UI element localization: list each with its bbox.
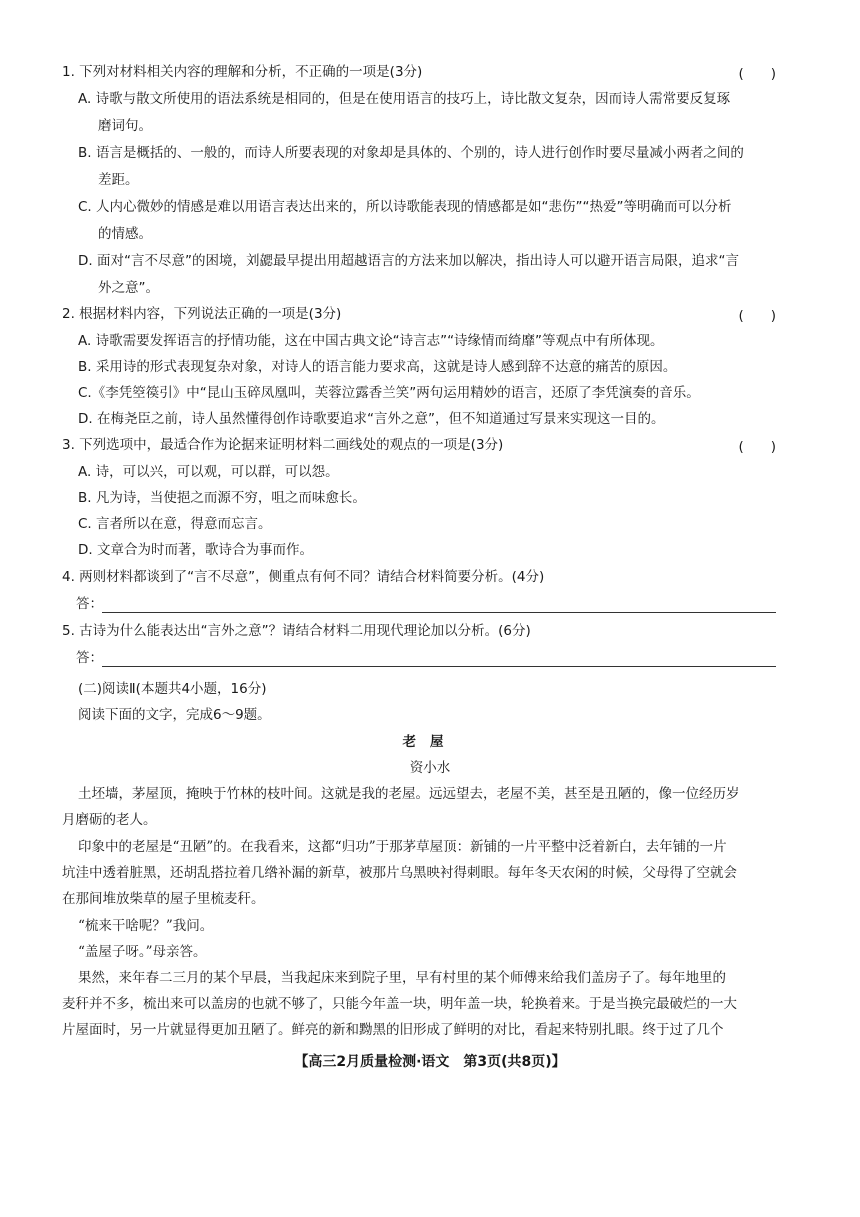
question-2-answer-bracket: ( ) [738,308,776,324]
section-2-instruction: 阅读下面的文字，完成6～9题。 [78,707,271,723]
question-1-answer-bracket: ( ) [738,66,776,82]
question-4-answer-rule [102,612,776,613]
question-4-stem: 4. 两则材料都谈到了“言不尽意”，侧重点有何不同？请结合材料简要分析。(4分) [62,569,545,585]
story-line: 片屋面时，另一片就显得更加丑陋了。鲜亮的新和黝黑的旧形成了鲜明的对比，看起来特别扎眼。终于过了几个 [62,1022,724,1038]
question-2-option-b: B. 采用诗的形式表现复杂对象，对诗人的语言能力要求高，这就是诗人感到辞不达意的痛苦的原因。 [78,359,677,375]
question-3-option-b: B. 凡为诗，当使挹之而源不穷，咀之而味愈长。 [78,490,366,506]
question-4-answer-area [76,594,776,614]
story-line: 麦秆并不多，梳出来可以盖房的也就不够了，只能今年盖一块，明年盖一块，轮换着来。于是当换完最破烂的一大 [62,996,737,1012]
question-1-option-d: D. 面对“言不尽意”的困境，刘勰最早提出用超越语言的方法来加以解决，指出诗人可以避开语言局限，追求“言 [78,253,739,269]
question-1-option-c: C. 人内心微妙的情感是难以用语言表达出来的，所以诗歌能表现的情感都是如“悲伤”“热爱”等明确而可以分析 [78,199,732,215]
story-line: 土坯墙，茅屋顶，掩映于竹林的枝叶间。这就是我的老屋。远远望去，老屋不美，甚至是丑陋的，像一位经历岁 [78,786,740,802]
question-2-option-c: C.《李凭箜篌引》中“昆山玉碎凤凰叫，芙蓉泣露香兰笑”两句运用精妙的语言，还原了李凭演奏的音乐。 [78,385,700,401]
story-line: 果然，来年春二三月的某个早晨，当我起床来到院子里，早有村里的某个师傅来给我们盖房子了。每年地里的 [78,970,726,986]
question-1-option-a: A. 诗歌与散文所使用的语法系统是相同的，但是在使用语言的技巧上，诗比散文复杂，因而诗人需常要反复琢 [78,91,731,107]
question-1-option-b-cont: 差距。 [98,172,139,188]
section-2-heading: (二)阅读Ⅱ(本题共4小题，16分) [78,681,267,697]
story-line: 坑洼中透着脏黑，还胡乱搭拉着几绺补漏的新草，被那片乌黑映衬得刺眼。每年冬天农闲的时候，父母得了空就会 [62,865,737,881]
story-line: 印象中的老屋是“丑陋”的。在我看来，这都“归功”于那茅草屋顶：新铺的一片平整中泛着新白，去年铺的一片 [78,839,727,855]
question-5-answer-area [76,648,776,668]
question-3-answer-bracket: ( ) [738,439,776,455]
question-1-option-b: B. 语言是概括的、一般的，而诗人所要表现的对象却是具体的、个别的，诗人进行创作时要尽量减小两者之间的 [78,145,744,161]
question-2-stem: 2. 根据材料内容，下列说法正确的一项是(3分) [62,306,342,322]
question-1-stem: 1. 下列对材料相关内容的理解和分析，不正确的一项是(3分) [62,64,423,80]
question-5-stem: 5. 古诗为什么能表达出“言外之意”？请结合材料二用现代理论加以分析。(6分) [62,623,531,639]
question-1-option-d-cont: 外之意”。 [98,280,159,296]
question-1-option-c-cont: 的情感。 [98,226,152,242]
story-line: “盖屋子呀。”母亲答。 [78,944,207,960]
question-4-answer-label: 答： [76,596,103,612]
question-3-stem: 3. 下列选项中，最适合作为论据来证明材料二画线处的观点的一项是(3分) [62,437,504,453]
question-5-answer-rule [102,666,776,667]
story-line: 月磨砺的老人。 [62,812,157,828]
question-1-option-a-cont: 磨词句。 [98,118,152,134]
question-3-option-a: A. 诗，可以兴，可以观，可以群，可以怨。 [78,464,339,480]
story-title: 老屋 [402,734,458,750]
story-line: 在那间堆放柴草的屋子里梳麦秆。 [62,891,265,907]
story-author: 资小水 [409,760,451,776]
question-2-option-d: D. 在梅尧臣之前，诗人虽然懂得创作诗歌要追求“言外之意”，但不知道通过写景来实现这一目的。 [78,411,665,427]
page-footer: 【高三2月质量检测·语文 第3页(共8页)】 [294,1054,566,1070]
question-3-option-d: D. 文章合为时而著，歌诗合为事而作。 [78,542,313,558]
question-5-answer-label: 答： [76,650,103,666]
question-2-option-a: A. 诗歌需要发挥语言的抒情功能，这在中国古典文论“诗言志”“诗缘情而绮靡”等观点中有所体现。 [78,333,664,349]
question-3-option-c: C. 言者所以在意，得意而忘言。 [78,516,272,532]
story-line: “梳来干啥呢？”我问。 [78,918,214,934]
